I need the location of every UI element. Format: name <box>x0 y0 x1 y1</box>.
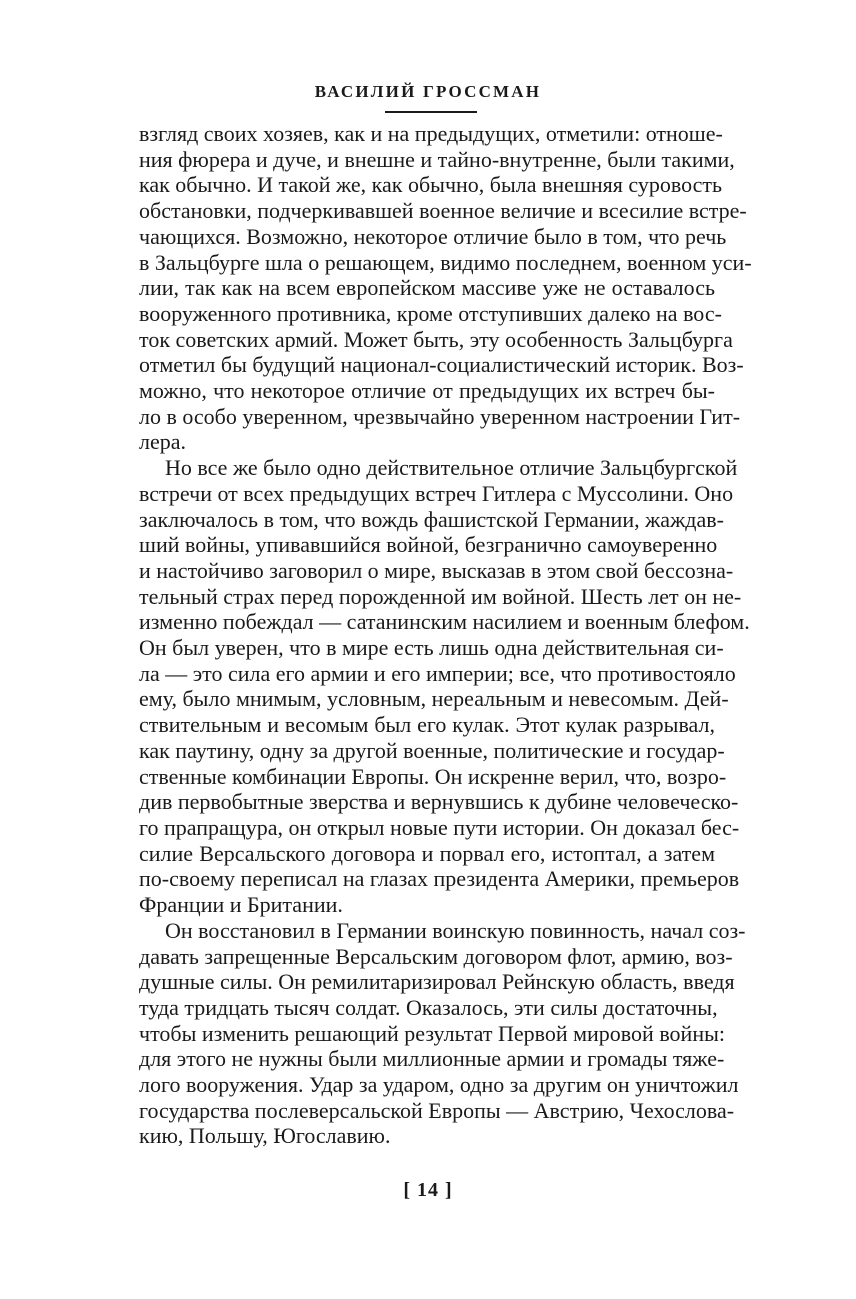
text-line: лии, так как на всем европейском массиве уже не оставалось <box>139 275 715 301</box>
text-line: Франции и Британии. <box>139 892 343 918</box>
paragraph <box>139 917 746 1149</box>
text-line: государства послеверсальской Европы — Австрию, Чехослова- <box>139 1097 735 1123</box>
text-line: ния фюрера и дуче, и внешне и тайно-внутренне, были такими, <box>139 146 735 172</box>
text-line: тельный страх перед порожденной им войной. Шесть лет он не- <box>139 583 742 609</box>
text-line: силие Версальского договора и порвал его, истоптал, а затем <box>139 840 715 866</box>
running-head-author: ВАСИЛИЙ ГРОССМАН <box>314 82 542 101</box>
text-line: чающихся. Возможно, некоторое отличие было в том, что речь <box>139 223 727 249</box>
text-line: ло в особо уверенном, чрезвычайно уверенном настроении Гит- <box>139 403 741 429</box>
text-line: изменно побеждал — сатанинским насилием и военным блефом. <box>139 609 750 635</box>
text-line: встречи от всех предыдущих встреч Гитлера с Муссолини. Оно <box>139 480 734 506</box>
text-line: го прапращура, он открыл новые пути истории. Он доказал бес- <box>139 814 740 840</box>
text-line: душные силы. Он ремилитаризировал Рейнскую область, введя <box>139 969 735 995</box>
body-text <box>139 121 752 1149</box>
page-number: [ 14 ] <box>403 1179 453 1201</box>
text-line: заключалось в том, что вождь фашистской Германии, жаждав- <box>139 506 724 532</box>
text-line: по-своему переписал на глазах президента Америки, премьеров <box>139 866 740 892</box>
text-line: как обычно. И такой же, как обычно, была внешняя суровость <box>139 172 723 198</box>
text-line: Но все же было одно действительное отличие Зальцбургской <box>165 455 738 481</box>
text-line: в Зальцбурге шла о решающем, видимо последнем, военном уси- <box>139 249 752 275</box>
text-line: ственные комбинации Европы. Он искренне верил, что, возро- <box>139 763 727 789</box>
text-line: обстановки, подчеркивавшей военное величие и всесилие встре- <box>139 198 747 224</box>
text-line: кию, Польшу, Югославию. <box>139 1123 391 1149</box>
text-line: как паутину, одну за другой военные, политические и государ- <box>139 737 725 763</box>
paragraph <box>139 455 750 918</box>
text-line: див первобытные зверства и вернувшись к дубине человеческо- <box>139 789 739 815</box>
text-line: отметил бы будущий национал-социалистический историк. Воз- <box>139 352 744 378</box>
text-line: ему, было мнимым, условным, нереальным и невесомым. Дей- <box>139 686 729 712</box>
text-line: лера. <box>139 429 187 455</box>
header-rule <box>385 111 477 113</box>
paragraphs <box>139 121 752 1149</box>
text-line: ший войны, упивавшийся войной, безгранично самоуверенно <box>139 532 718 558</box>
text-line: давать запрещенные Версальским договором флот, армию, воз- <box>139 943 733 969</box>
text-line: Он был уверен, что в мире есть лишь одна действительная си- <box>139 635 724 661</box>
text-line: можно, что некоторое отличие от предыдущих их встреч бы- <box>139 378 715 404</box>
text-line: вооруженного противника, кроме отступивших далеко на вос- <box>139 300 722 326</box>
text-line: взгляд своих хозяев, как и на предыдущих, отметили: отноше- <box>139 121 723 146</box>
text-line: лого вооружения. Удар за ударом, одно за другим он уничтожил <box>139 1072 739 1098</box>
text-line: Он восстановил в Германии воинскую повинность, начал соз- <box>165 917 746 943</box>
text-line: ток советских армий. Может быть, эту особенность Зальцбурга <box>139 326 733 352</box>
text-line: ствительным и весомым был его кулак. Этот кулак разрывал, <box>139 712 715 738</box>
paragraph <box>139 121 752 455</box>
text-line: и настойчиво заговорил о мире, высказав в этом свой бессозна- <box>139 557 734 583</box>
text-line: туда тридцать тысяч солдат. Оказалось, эти силы достаточны, <box>139 994 718 1020</box>
text-line: для этого не нужны были миллионные армии и громады тяже- <box>139 1046 725 1072</box>
text-line: чтобы изменить решающий результат Первой мировой войны: <box>139 1020 725 1046</box>
text-line: ла — это сила его армии и его империи; все, что противостояло <box>139 660 736 686</box>
